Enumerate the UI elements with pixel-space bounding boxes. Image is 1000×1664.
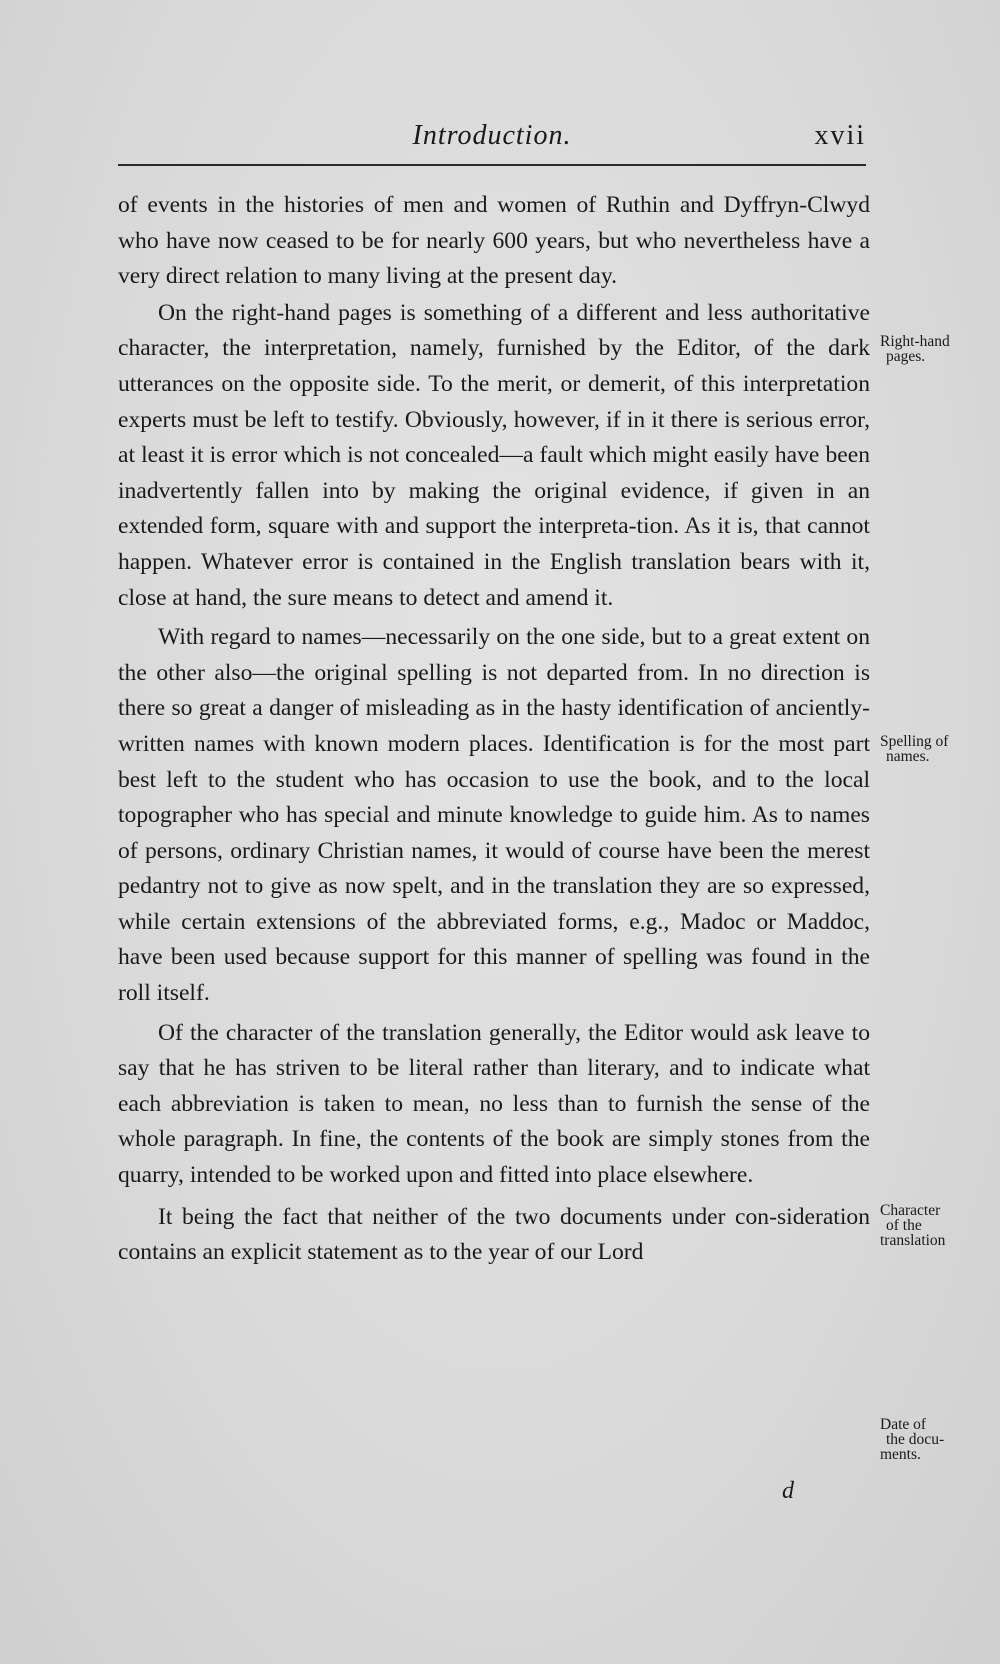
sidenote-spelling-of-names (880, 734, 990, 764)
sidenote-right-hand-pages (880, 334, 990, 364)
paragraph-date-of-documents: It being the fact that neither of the two documents under con-sideration contains an explicit statement as to the year of our Lord (118, 1203, 870, 1266)
paragraph-character-of-translation: Of the character of the translation generally, the Editor would ask leave to say that he has striven to be literal rather than literary, and to indicate what each abbreviation is taken to mean, no less than to furnish the sense of the whole paragraph. In fine, the contents of the book are simply stones from the quarry, intended to be worked upon and fitted into place elsewhere. (118, 1019, 870, 1189)
sidenote-line: names. (886, 748, 930, 765)
sidenote-line: of the (886, 1217, 922, 1234)
sidenote-line: Character (880, 1202, 941, 1219)
running-header (118, 120, 866, 160)
sidenote-line: Date of (880, 1416, 927, 1433)
header-rule (118, 164, 866, 166)
paragraph-spelling-of-names: With regard to names—necessarily on the one side, but to a great extent on the other also—the original spelling is not departed from. In no direction is there so great a danger of misleading as in the hasty identification of anciently-written names with known modern places. Identification is for the most part best left to the student who has occasion to use the book, and to the local topographer who has special and minute knowledge to guide him. As to names of persons, ordinary Christian names, it would of course have been the merest pedantry not to give as now spelt, and in the translation they are so expressed, while certain extensions of the abbreviated forms, e.g., Madoc or Maddoc, have been used because support for this manner of spelling was found in the roll itself. (118, 624, 870, 1007)
sidenote-line: Spelling of (880, 733, 949, 750)
sidenote-date-of-documents (880, 1417, 990, 1462)
sidenote-line: the docu- (886, 1431, 945, 1448)
sidenote-line: translation (880, 1232, 946, 1249)
running-title: Introduction. (412, 120, 572, 151)
paragraph-continued: of events in the histories of men and women of Ruthin and Dyffryn-Clwyd who have now ceased to be for nearly 600 years, but who nevertheless have a very direct relation to many living at the present day. (118, 192, 870, 290)
sidenote-line: ments. (880, 1446, 921, 1463)
page-number: xvii (814, 120, 866, 151)
sidenote-line: pages. (886, 348, 926, 365)
paragraph-right-hand-pages: On the right-hand pages is something of a different and less authoritative character, the interpretation, namely, furnished by the Editor, of the dark utterances on the opposite side. To the merit, or demerit, of this interpretation experts must be left to testify. Obviously, however, if in it there is serious error, at least it is error which is not concealed—a fault which might easily have been inadvertently fallen into by making the original evidence, if given in an extended form, square with and support the interpreta-tion. As it is, that cannot happen. Whatever error is contained in the English translation bears with it, close at hand, the sure means to detect and amend it. (118, 299, 870, 611)
signature-mark: d (782, 1478, 794, 1504)
sidenote-character-of-translation (880, 1203, 990, 1248)
sidenote-line: Right-hand (880, 333, 950, 350)
body-text (118, 188, 870, 1271)
